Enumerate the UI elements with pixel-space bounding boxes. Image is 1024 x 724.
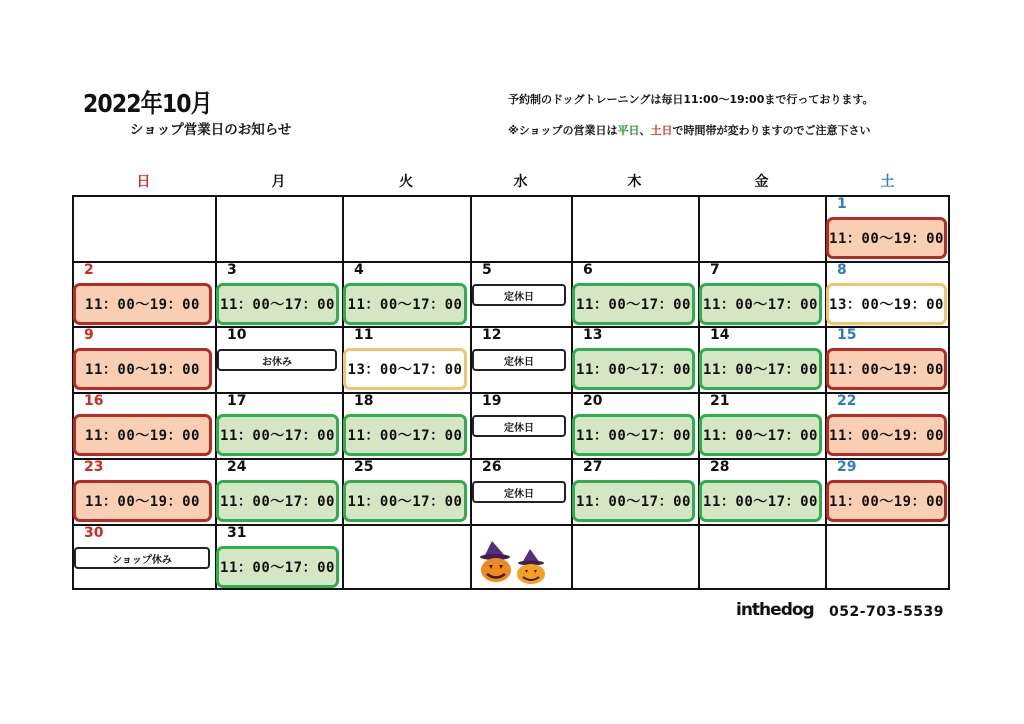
day-cell (698, 326, 825, 392)
day-number: 8 (837, 262, 847, 278)
hours-badge: 11：00〜17：00 (216, 283, 339, 325)
day-number: 16 (84, 393, 104, 409)
day-number: 4 (354, 262, 364, 278)
halloween-pumpkins-icon (478, 537, 550, 585)
day-cell (215, 326, 342, 392)
page-title: 2022年10月 (83, 89, 212, 118)
day-cell (72, 261, 215, 326)
hours-badge: 13：00〜17：00 (343, 348, 467, 390)
phone-number: 052-703-5539 (829, 604, 945, 620)
day-cell (825, 458, 950, 524)
hours-badge: 11：00〜17：00 (572, 414, 695, 456)
day-number: 27 (583, 459, 603, 475)
day-cell (470, 392, 571, 458)
closed-label: ショップ休み (74, 547, 210, 569)
day-number: 12 (482, 327, 502, 343)
hours-badge: 11：00〜17：00 (343, 480, 467, 522)
day-cell (470, 326, 571, 392)
day-number: 15 (837, 327, 857, 343)
day-cell (571, 458, 698, 524)
hours-note-prefix: ※ショップの営業日は (508, 124, 618, 137)
hours-badge: 11：00〜17：00 (216, 414, 339, 456)
day-cell (825, 195, 950, 261)
day-number: 28 (710, 459, 730, 475)
day-cell (342, 261, 470, 326)
page-subtitle: ショップ営業日のお知らせ (130, 122, 292, 138)
day-number: 25 (354, 459, 374, 475)
hours-note-weekday: 平日 (617, 124, 640, 137)
day-number: 21 (710, 393, 730, 409)
day-cell (698, 392, 825, 458)
closed-label: 定休日 (472, 284, 566, 306)
day-cell (342, 326, 470, 392)
day-cell (698, 261, 825, 326)
day-number: 6 (583, 262, 593, 278)
hours-badge: 11：00〜17：00 (343, 283, 467, 325)
day-number: 11 (354, 327, 374, 343)
hours-badge: 11：00〜17：00 (216, 546, 339, 588)
hours-note-sep: 、 (639, 124, 651, 137)
day-cell (825, 392, 950, 458)
hours-badge: 11：00〜19：00 (73, 283, 212, 325)
day-cell (215, 524, 342, 590)
day-cell (571, 392, 698, 458)
hours-badge: 11：00〜19：00 (73, 480, 212, 522)
day-number: 10 (227, 327, 247, 343)
hours-badge: 11：00〜19：00 (73, 348, 212, 390)
weekday-label: 火 (399, 174, 413, 190)
hours-badge: 11：00〜19：00 (826, 480, 947, 522)
day-number: 14 (710, 327, 730, 343)
hours-badge: 11：00〜17：00 (572, 348, 695, 390)
hours-badge: 11：00〜19：00 (826, 414, 947, 456)
hours-badge: 11：00〜19：00 (826, 217, 947, 259)
day-number: 13 (583, 327, 603, 343)
brand-logo: inthedog (736, 600, 814, 620)
day-number: 29 (837, 459, 857, 475)
hours-badge: 11：00〜17：00 (216, 480, 339, 522)
day-number: 3 (227, 262, 237, 278)
closed-label: 定休日 (472, 481, 566, 503)
hours-badge: 11：00〜17：00 (699, 414, 822, 456)
weekday-label: 月 (271, 174, 286, 190)
day-cell (825, 326, 950, 392)
day-cell (215, 458, 342, 524)
day-number: 1 (837, 196, 847, 212)
closed-label: 定休日 (472, 349, 566, 371)
calendar-grid (72, 195, 950, 590)
day-number: 5 (482, 262, 492, 278)
hours-badge: 11：00〜17：00 (572, 480, 695, 522)
closed-label: お休み (217, 349, 337, 371)
day-cell (72, 524, 215, 590)
day-cell (215, 392, 342, 458)
day-number: 26 (482, 459, 502, 475)
training-note: 予約制のドッグトレーニングは毎日11:00〜19:00まで行っております。 (508, 93, 874, 106)
weekday-label: 日 (136, 174, 151, 190)
day-cell (215, 261, 342, 326)
day-cell (825, 261, 950, 326)
day-number: 22 (837, 393, 857, 409)
day-number: 23 (84, 459, 104, 475)
day-number: 9 (84, 327, 94, 343)
hours-badge: 11：00〜17：00 (572, 283, 695, 325)
hours-note-suffix: で時間帯が変わりますのでご注意下さい (672, 124, 871, 137)
hours-badge: 11：00〜17：00 (343, 414, 467, 456)
day-number: 17 (227, 393, 247, 409)
day-number: 2 (84, 262, 94, 278)
weekday-label: 水 (513, 174, 528, 190)
hours-note (508, 122, 870, 138)
day-cell (571, 326, 698, 392)
hours-badge: 11：00〜19：00 (826, 348, 947, 390)
weekday-label: 土 (880, 174, 895, 190)
day-cell (698, 458, 825, 524)
day-cell (342, 458, 470, 524)
hours-badge: 11：00〜19：00 (73, 414, 212, 456)
day-number: 18 (354, 393, 374, 409)
grid-line (72, 195, 950, 197)
hours-note-weekend: 土日 (650, 124, 673, 137)
day-cell (470, 261, 571, 326)
day-cell (571, 261, 698, 326)
hours-badge: 11：00〜17：00 (699, 283, 822, 325)
day-number: 30 (84, 525, 104, 541)
day-number: 24 (227, 459, 247, 475)
day-cell (72, 392, 215, 458)
day-cell (470, 458, 571, 524)
day-number: 19 (482, 393, 502, 409)
closed-label: 定休日 (472, 415, 566, 437)
weekday-label: 金 (754, 174, 769, 190)
day-cell (72, 326, 215, 392)
day-number: 7 (710, 262, 720, 278)
hours-badge: 13：00〜19：00 (826, 283, 947, 325)
day-cell (342, 392, 470, 458)
day-number: 31 (227, 525, 247, 541)
day-cell (72, 458, 215, 524)
hours-badge: 11：00〜17：00 (699, 348, 822, 390)
hours-badge: 11：00〜17：00 (699, 480, 822, 522)
day-number: 20 (583, 393, 603, 409)
weekday-label: 木 (627, 174, 642, 190)
